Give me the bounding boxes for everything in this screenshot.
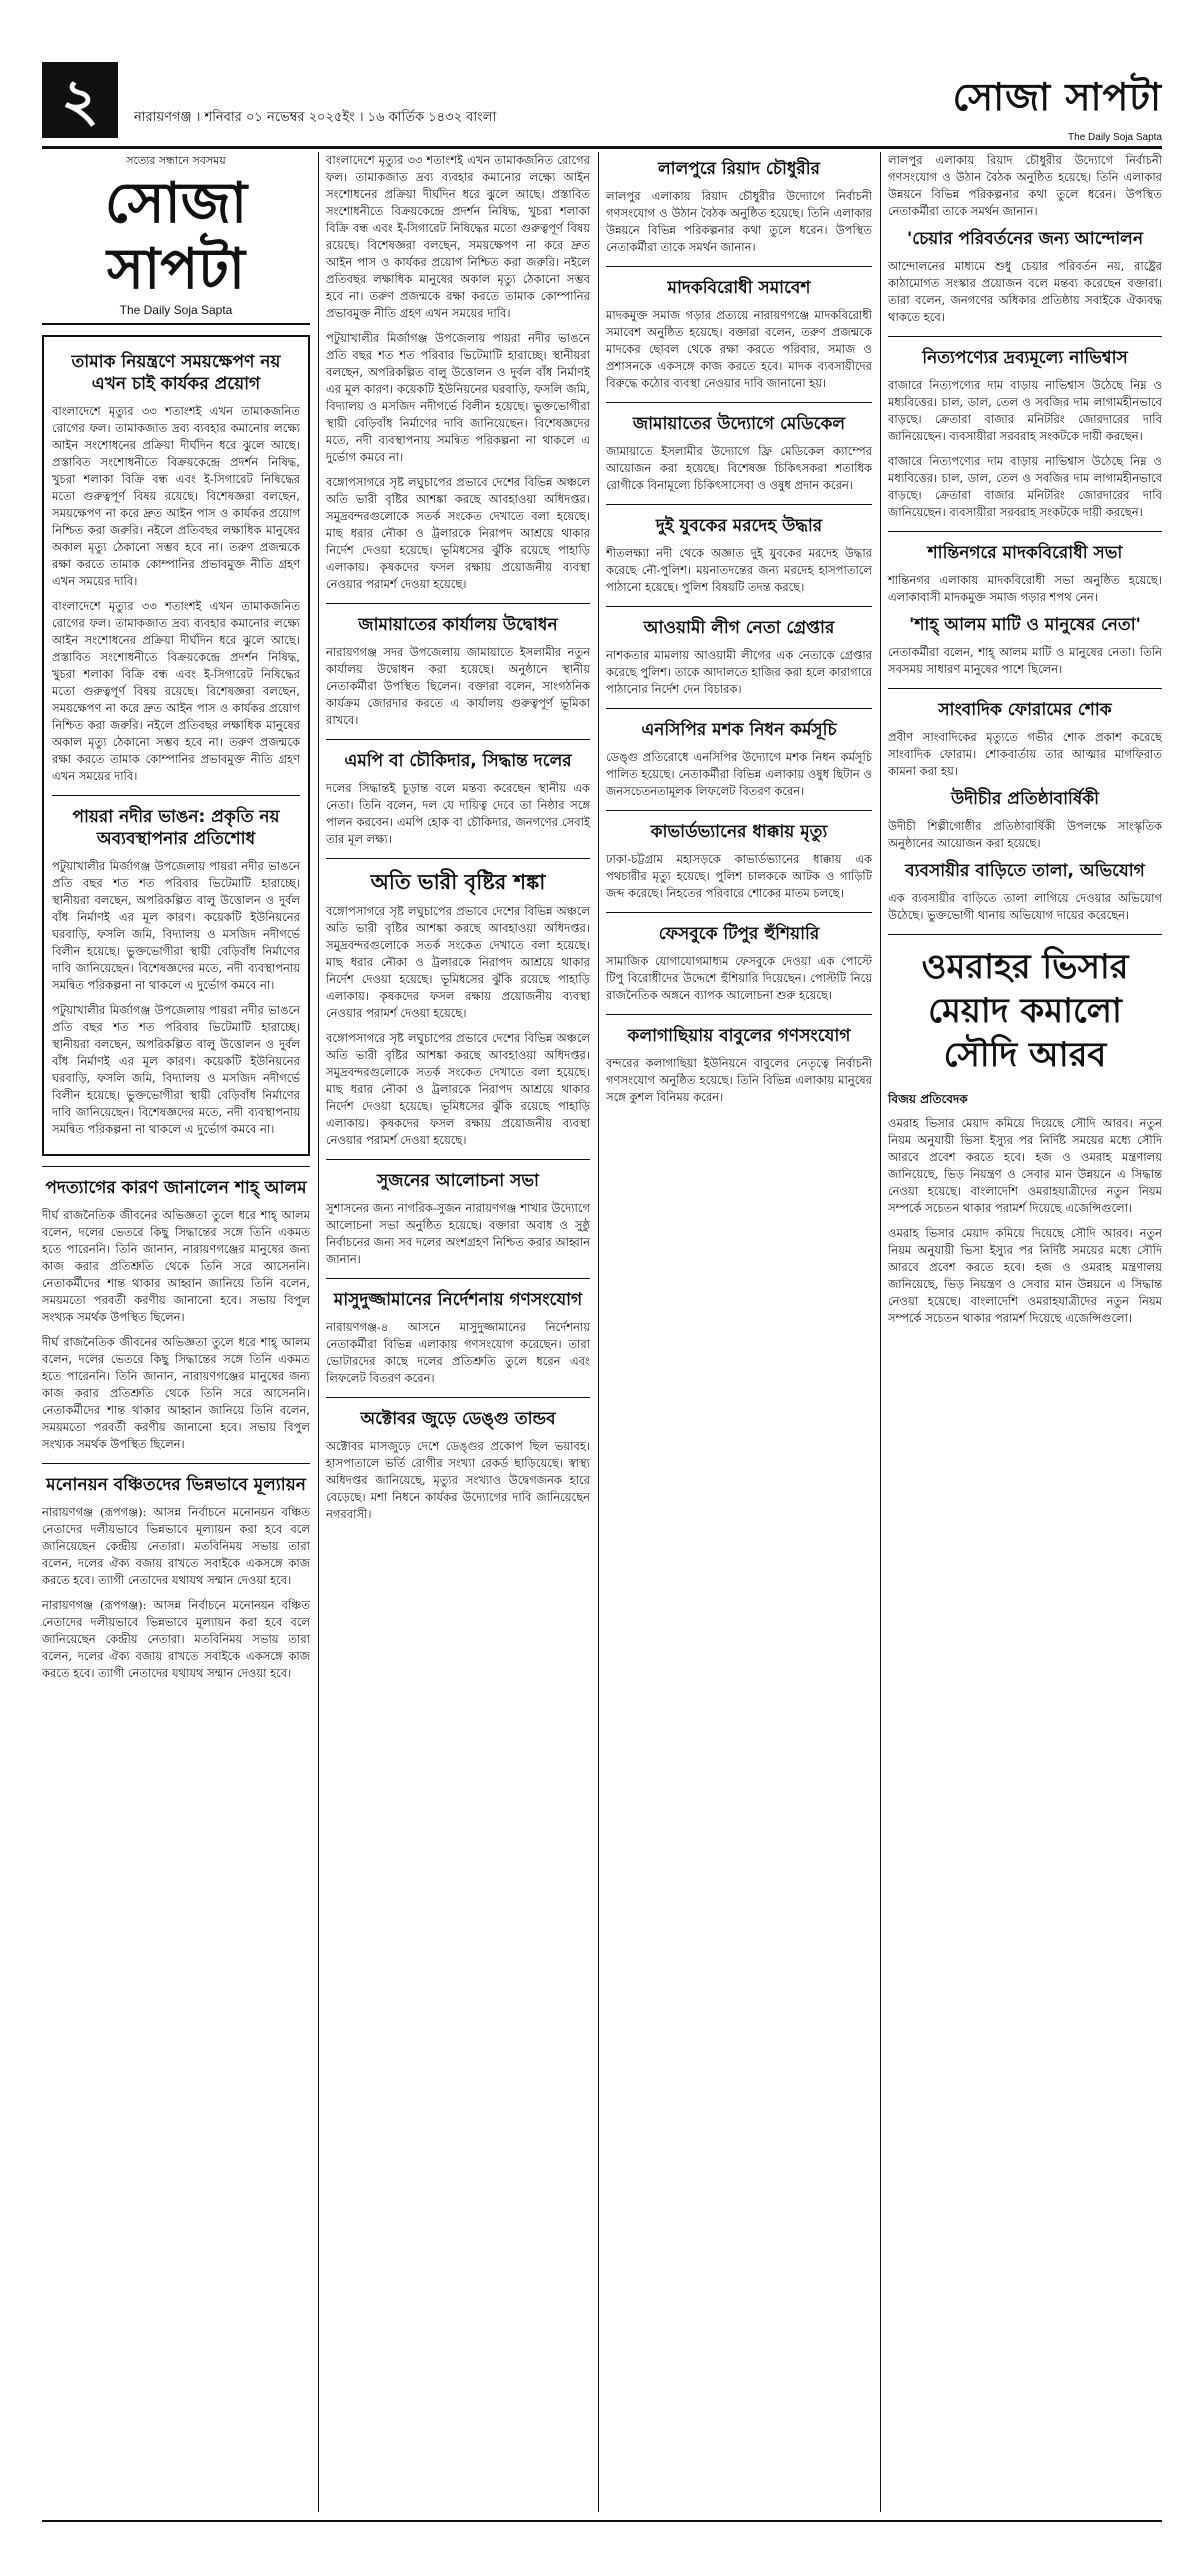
article-body: সামাজিক যোগাযোগমাধ্যম ফেসবুকে দেওয়া এক পোস্টে টিপু বিরোধীদের উদ্দেশে হুঁশিয়ারি দিয়েছেন। পোস্টটি নিয়ে রাজনৈতিক অঙ্গনে ব্যাপক আলোচনা শুরু হয়েছে। (606, 954, 872, 1002)
headline: শান্তিনগরে মাদকবিরোধী সভা (927, 543, 1123, 563)
masthead (42, 152, 310, 325)
divider (42, 1166, 310, 1167)
article-body: বাংলাদেশে মৃত্যুর ৩৩ শতাংশই এখন তামাকজনিত রোগের ফল। তামাকজাত দ্রব্য ব্যবহার কমানোর লক্ষ্যে আইন সংশোধনের প্রক্রিয়া দীর্ঘদিন ধরে ঝুলে আছে। প্রস্তাবিত সংশোধনীতে বিক্রয়কেন্দ্রে প্রদর্শন নিষিদ্ধ, খুচরা শলাকা বিক্রি বন্ধ এবং ই-সিগারেট নিষিদ্ধের মতো গুরুত্বপূর্ণ বিষয় রয়েছে। বিশেষজ্ঞরা বলছেন, সময়ক্ষেপণ না করে দ্রুত আইন পাস ও কার্যকর প্রয়োগ নিশ্চিত করা জরুরি। নইলে প্রতিবছর লক্ষাধিক মানুষের অকাল মৃত্যু ঠেকানো সম্ভব হবে না। তরুণ প্রজন্মকে রক্ষা করতে তামাক কোম্পানির প্রভাবমুক্ত নীতি গ্রহণ এখন সময়ের দাবি। (52, 404, 300, 588)
divider (606, 504, 872, 505)
headline: পায়রা নদীর ভাঙন: প্রকৃতি নয় অব্যবস্থাপনার প্রতিশোধ (72, 807, 280, 849)
headline: তামাক নিয়ন্ত্রণে সময়ক্ষেপণ নয় এখন চাই কার্যকর প্রয়োগ (71, 352, 281, 394)
header-logo-en: The Daily Soja Sapta (1068, 132, 1162, 143)
article-body: নাশকতার মামলায় আওয়ামী লীগের এক নেতাকে গ্রেপ্তার করেছে পুলিশ। তাকে আদালতে হাজির করা হলে কারাগারে পাঠানোর নির্দেশ দেন বিচারক। (606, 648, 872, 696)
article-body-continued: বঙ্গোপসাগরে সৃষ্ট লঘুচাপের প্রভাবে দেশের বিভিন্ন অঞ্চলে অতি ভারী বৃষ্টির আশঙ্কা করছে আবহাওয়া অধিদপ্তর। সমুদ্রবন্দরগুলোকে সতর্ক সংকেত দেখাতে বলা হয়েছে। মাছ ধরার নৌকা ও ট্রলারকে নিরাপদ আশ্রয়ে থাকার নির্দেশ দেওয়া হয়েছে। ভূমিধসের ঝুঁকি রয়েছে পাহাড়ি এলাকায়। কৃষকদের ফসল রক্ষায় প্রয়োজনীয় ব্যবস্থা নেওয়ার পরামর্শ দেওয়া হয়েছে। (326, 1031, 590, 1147)
divider (606, 810, 872, 811)
article-body-continued: দীর্ঘ রাজনৈতিক জীবনের অভিজ্ঞতা তুলে ধরে শাহ্ আলম বলেন, দলের ভেতরে কিছু সিদ্ধান্তের সঙ্গে তিনি একমত হতে পারেননি। তিনি জানান, নারায়ণগঞ্জের মানুষের জন্য কাজ করার প্রতিশ্রুতি থেকে তিনি সরে আসেননি। নেতাকর্মীদের শান্ত থাকার আহ্বান জানিয়ে তিনি বলেন, সময়মতো পরবর্তী করণীয় জানানো হবে। সভায় বিপুল সংখ্যক সমর্থক উপস্থিত ছিলেন। (42, 1335, 310, 1451)
divider (42, 1463, 310, 1464)
headline-lead: ওমরাহর ভিসার মেয়াদ কমালো সৌদি আরব (921, 947, 1129, 1075)
article-body: ওমরাহ ভিসার মেয়াদ কমিয়ে দিয়েছে সৌদি আরব। নতুন নিয়ম অনুযায়ী ভিসা ইস্যুর পর নির্দিষ্ট সময়ের মধ্যে সৌদি আরবে প্রবেশ করতে হবে। হজ ও ওমরাহ মন্ত্রণালয় জানিয়েছে, ভিড় নিয়ন্ত্রণ ও সেবার মান উন্নয়নে এ সিদ্ধান্ত নেওয়া হয়েছে। বাংলাদেশি ওমরাহযাত্রীদের নতুন নিয়ম সম্পর্কে সচেতন থাকার পরামর্শ দিয়েছে এজেন্সিগুলো। (888, 1116, 1162, 1215)
headline: লালপুরে রিয়াদ চৌধুরীর (658, 159, 820, 179)
article-body: উদীচী শিল্পীগোষ্ঠীর প্রতিষ্ঠাবার্ষিকী উপলক্ষে সাংস্কৃতিক অনুষ্ঠানের আয়োজন করা হয়েছে। (888, 819, 1162, 850)
divider (888, 531, 1162, 532)
article-body: দীর্ঘ রাজনৈতিক জীবনের অভিজ্ঞতা তুলে ধরে শাহ্ আলম বলেন, দলের ভেতরে কিছু সিদ্ধান্তের সঙ্গে তিনি একমত হতে পারেননি। তিনি জানান, নারায়ণগঞ্জের মানুষের জন্য কাজ করার প্রতিশ্রুতি থেকে তিনি সরে আসেননি। নেতাকর্মীদের শান্ত থাকার আহ্বান জানিয়ে তিনি বলেন, সময়মতো পরবর্তী করণীয় জানানো হবে। সভায় বিপুল সংখ্যক সমর্থক উপস্থিত ছিলেন। (42, 1208, 310, 1324)
divider (326, 1159, 590, 1160)
headline: দুই যুবকের মরদেহ উদ্ধার (655, 516, 823, 536)
dateline: নারায়ণগঞ্জ । শনিবার ০১ নভেম্বর ২০২৫ইং । ১৬ কার্তিক ১৪৩২ বাংলা (134, 110, 497, 125)
headline: ব্যবসায়ীর বাড়িতে তালা, অভিযোগ (905, 861, 1145, 881)
divider (326, 858, 590, 859)
divider (606, 402, 872, 403)
column-4 (888, 152, 1162, 1335)
divider (52, 795, 300, 796)
article-body: নারায়ণগঞ্জ (রূপগঞ্জ): আসন্ন নির্বাচনে মনোনয়ন বঞ্চিত নেতাদের দলীয়ভাবে ভিন্নভাবে মূল্যায়ন করা হবে বলে জানিয়েছেন কেন্দ্রীয় নেতারা। মতবিনিময় সভায় তারা বলেন, দলের ঐক্য বজায় রাখতে সবাইকে একসঙ্গে কাজ করতে হবে। ত্যাগী নেতাদের যথাযথ সম্মান দেওয়া হবে। (42, 1505, 310, 1587)
article-body: নারায়ণগঞ্জ সদর উপজেলায় জামায়াতে ইসলামীর নতুন কার্যালয় উদ্বোধন করা হয়েছে। অনুষ্ঠানে স্থানীয় নেতাকর্মীরা উপস্থিত ছিলেন। বক্তারা বলেন, সাংগঠনিক কার্যক্রম জোরদার করতে এ কার্যালয় গুরুত্বপূর্ণ ভূমিকা রাখবে। (326, 645, 590, 727)
column-2 (326, 152, 590, 1531)
headline: জামায়াতের কার্যালয় উদ্বোধন (358, 615, 558, 635)
page-header (42, 62, 1162, 149)
headline: অতি ভারী বৃষ্টির শঙ্কা (370, 870, 546, 894)
masthead-title: সোজা সাপটা (104, 171, 248, 302)
article-body: পটুয়াখালীর মির্জাগঞ্জ উপজেলায় পায়রা নদীর ভাঙনে প্রতি বছর শত শত পরিবার ভিটেমাটি হারাচ্ছে। স্থানীয়রা বলছেন, অপরিকল্পিত বালু উত্তোলন ও দুর্বল বাঁধ নির্মাণই এর মূল কারণ। কয়েকটি ইউনিয়নের ঘরবাড়ি, ফসলি জমি, বিদ্যালয় ও মসজিদ নদীগর্ভে বিলীন হয়েছে। ভুক্তভোগীরা স্থায়ী বেড়িবাঁধ নির্মাণের দাবি জানিয়েছেন। বিশেষজ্ঞদের মতে, নদী ব্যবস্থাপনায় সমন্বিত পরিকল্পনা না থাকলে এ দুর্ভোগ কমবে না। (52, 859, 300, 992)
divider (326, 603, 590, 604)
divider (326, 1278, 590, 1279)
headline: 'চেয়ার পরিবর্তনের জন্য আন্দোলন (907, 229, 1143, 249)
article-body: নেতাকর্মীরা বলেন, শাহ্ আলম মাটি ও মানুষের নেতা। তিনি সবসময় সাধারণ মানুষের পাশে ছিলেন। (888, 645, 1162, 676)
headline: জামায়াতের উদ্যোগে মেডিকেল (632, 414, 846, 434)
tobacco-article (42, 335, 310, 1156)
article-body: পটুয়াখালীর মির্জাগঞ্জ উপজেলায় পায়রা নদীর ভাঙনে প্রতি বছর শত শত পরিবার ভিটেমাটি হারাচ্ছে। স্থানীয়রা বলছেন, অপরিকল্পিত বালু উত্তোলন ও দুর্বল বাঁধ নির্মাণই এর মূল কারণ। কয়েকটি ইউনিয়নের ঘরবাড়ি, ফসলি জমি, বিদ্যালয় ও মসজিদ নদীগর্ভে বিলীন হয়েছে। ভুক্তভোগীরা স্থায়ী বেড়িবাঁধ নির্মাণের দাবি জানিয়েছেন। বিশেষজ্ঞদের মতে, নদী ব্যবস্থাপনায় সমন্বিত পরিকল্পনা না থাকলে এ দুর্ভোগ কমবে না। (326, 331, 590, 464)
divider (606, 708, 872, 709)
article-body-continued: নারায়ণগঞ্জ (রূপগঞ্জ): আসন্ন নির্বাচনে মনোনয়ন বঞ্চিত নেতাদের দলীয়ভাবে ভিন্নভাবে মূল্যায়ন করা হবে বলে জানিয়েছেন কেন্দ্রীয় নেতারা। মতবিনিময় সভায় তারা বলেন, দলের ঐক্য বজায় রাখতে সবাইকে একসঙ্গে কাজ করতে হবে। ত্যাগী নেতাদের যথাযথ সম্মান দেওয়া হবে। (42, 1598, 310, 1680)
divider (606, 606, 872, 607)
divider (888, 934, 1162, 935)
headline: সাংবাদিক ফোরামের শোক (938, 700, 1112, 720)
headline: কলাগাছিয়ায় বাবুলের গণসংযোগ (627, 1026, 851, 1046)
divider (888, 688, 1162, 689)
headline: সুজনের আলোচনা সভা (377, 1171, 539, 1191)
headline: ফেসবুকে টিপুর হুঁশিয়ারি (658, 924, 820, 944)
article-body: দলের সিদ্ধান্তই চূড়ান্ত বলে মন্তব্য করেছেন স্থানীয় এক নেতা। তিনি বলেন, দল যে দায়িত্ব দেবে তা নিষ্ঠার সঙ্গে পালন করবেন। এমপি হোক বা চৌকিদার, জনগণের সেবাই তার মূল লক্ষ্য। (326, 781, 590, 846)
article-body: বঙ্গোপসাগরে সৃষ্ট লঘুচাপের প্রভাবে দেশের বিভিন্ন অঞ্চলে অতি ভারী বৃষ্টির আশঙ্কা করছে আবহাওয়া অধিদপ্তর। সমুদ্রবন্দরগুলোকে সতর্ক সংকেত দেখাতে বলা হয়েছে। মাছ ধরার নৌকা ও ট্রলারকে নিরাপদ আশ্রয়ে থাকার নির্দেশ দেওয়া হয়েছে। ভূমিধসের ঝুঁকি রয়েছে পাহাড়ি এলাকায়। কৃষকদের ফসল রক্ষায় প্রয়োজনীয় ব্যবস্থা নেওয়ার পরামর্শ দেওয়া হয়েছে। (326, 904, 590, 1020)
article-body: বাংলাদেশে মৃত্যুর ৩৩ শতাংশই এখন তামাকজনিত রোগের ফল। তামাকজাত দ্রব্য ব্যবহার কমানোর লক্ষ্যে আইন সংশোধনের প্রক্রিয়া দীর্ঘদিন ধরে ঝুলে আছে। প্রস্তাবিত সংশোধনীতে বিক্রয়কেন্দ্রে প্রদর্শন নিষিদ্ধ, খুচরা শলাকা বিক্রি বন্ধ এবং ই-সিগারেট নিষিদ্ধের মতো গুরুত্বপূর্ণ বিষয় রয়েছে। বিশেষজ্ঞরা বলছেন, সময়ক্ষেপণ না করে দ্রুত আইন পাস ও কার্যকর প্রয়োগ নিশ্চিত করা জরুরি। নইলে প্রতিবছর লক্ষাধিক মানুষের অকাল মৃত্যু ঠেকানো সম্ভব হবে না। তরুণ প্রজন্মকে রক্ষা করতে তামাক কোম্পানির প্রভাবমুক্ত নীতি গ্রহণ এখন সময়ের দাবি। (326, 153, 590, 320)
headline: এনসিপির মশক নিধন কর্মসূচি (641, 720, 837, 740)
article-body: প্রবীণ সাংবাদিকের মৃত্যুতে গভীর শোক প্রকাশ করেছে সাংবাদিক ফোরাম। শোকবার্তায় তার আত্মার মাগফিরাত কামনা করা হয়। (888, 730, 1162, 778)
footer-rule (42, 2520, 1162, 2522)
article-body: ঢাকা-চট্টগ্রাম মহাসড়কে কাভার্ডভ্যানের ধাক্কায় এক পথচারীর মৃত্যু হয়েছে। পুলিশ চালককে আটক ও গাড়িটি জব্দ করেছে। নিহতের পরিবারে শোকের মাতম চলছে। (606, 852, 872, 900)
article-body-continued: বাংলাদেশে মৃত্যুর ৩৩ শতাংশই এখন তামাকজনিত রোগের ফল। তামাকজাত দ্রব্য ব্যবহার কমানোর লক্ষ্যে আইন সংশোধনের প্রক্রিয়া দীর্ঘদিন ধরে ঝুলে আছে। প্রস্তাবিত সংশোধনীতে বিক্রয়কেন্দ্রে প্রদর্শন নিষিদ্ধ, খুচরা শলাকা বিক্রি বন্ধ এবং ই-সিগারেট নিষিদ্ধের মতো গুরুত্বপূর্ণ বিষয় রয়েছে। বিশেষজ্ঞরা বলছেন, সময়ক্ষেপণ না করে দ্রুত আইন পাস ও কার্যকর প্রয়োগ নিশ্চিত করা জরুরি। নইলে প্রতিবছর লক্ষাধিক মানুষের অকাল মৃত্যু ঠেকানো সম্ভব হবে না। তরুণ প্রজন্মকে রক্ষা করতে তামাক কোম্পানির প্রভাবমুক্ত নীতি গ্রহণ এখন সময়ের দাবি। (52, 599, 300, 783)
article-body: শীতলক্ষ্যা নদী থেকে অজ্ঞাত দুই যুবকের মরদেহ উদ্ধার করেছে নৌ-পুলিশ। ময়নাতদন্তের জন্য মরদেহ হাসপাতালে পাঠানো হয়েছে। পুলিশ বিষয়টি তদন্ত করছে। (606, 546, 872, 594)
headline: অক্টোবর জুড়ে ডেঙ্গু তান্ডব (360, 1409, 556, 1429)
article-body-continued: পটুয়াখালীর মির্জাগঞ্জ উপজেলায় পায়রা নদীর ভাঙনে প্রতি বছর শত শত পরিবার ভিটেমাটি হারাচ্ছে। স্থানীয়রা বলছেন, অপরিকল্পিত বালু উত্তোলন ও দুর্বল বাঁধ নির্মাণই এর মূল কারণ। কয়েকটি ইউনিয়নের ঘরবাড়ি, ফসলি জমি, বিদ্যালয় ও মসজিদ নদীগর্ভে বিলীন হয়েছে। ভুক্তভোগীরা স্থায়ী বেড়িবাঁধ নির্মাণের দাবি জানিয়েছেন। বিশেষজ্ঞদের মতে, নদী ব্যবস্থাপনায় সমন্বিত পরিকল্পনা না থাকলে এ দুর্ভোগ কমবে না। (52, 1003, 300, 1136)
article-body: আন্দোলনের মাধ্যমে শুধু চেয়ার পরিবর্তন নয়, রাষ্ট্রের কাঠামোগত সংস্কার প্রয়োজন বলে মন্তব্য করেছেন বক্তারা। তারা বলেন, জনগণের অধিকার প্রতিষ্ঠায় সবাইকে ঐক্যবদ্ধ থাকতে হবে। (888, 259, 1162, 324)
article-body: সুশাসনের জন্য নাগরিক-সুজন নারায়ণগঞ্জ শাখার উদ্যোগে আলোচনা সভা অনুষ্ঠিত হয়েছে। বক্তারা অবাধ ও সুষ্ঠু নির্বাচনের জন্য সব দলের অংশগ্রহণ নিশ্চিত করার আহ্বান জানান। (326, 1201, 590, 1266)
article-body-continued: বাজারে নিত্যপণ্যের দাম বাড়ায় নাভিশ্বাস উঠেছে নিম্ন ও মধ্যবিত্তের। চাল, ডাল, তেল ও সবজির দাম লাগামহীনভাবে বাড়ছে। ক্রেতারা বাজার মনিটরিং জোরদারের দাবি জানিয়েছেন। ব্যবসায়ীরা সরবরাহ সংকটকে দায়ী করছেন। (888, 454, 1162, 519)
article-body: লালপুর এলাকায় রিয়াদ চৌধুরীর উদ্যোগে নির্বাচনী গণসংযোগ ও উঠান বৈঠক অনুষ্ঠিত হয়েছে। তিনি এলাকার উন্নয়নে বিভিন্ন পরিকল্পনার কথা তুলে ধরেন। উপস্থিত নেতাকর্মীরা তাকে সমর্থন জানান। (888, 153, 1162, 218)
column-rule-2 (598, 152, 599, 2512)
headline: কাভার্ডভ্যানের ধাক্কায় মৃত্যু (650, 822, 828, 842)
column-3 (606, 152, 872, 1114)
article-body: এক ব্যবসায়ীর বাড়িতে তালা লাগিয়ে দেওয়ার অভিযোগ উঠেছে। ভুক্তভোগী থানায় অভিযোগ দায়ের করেছেন। (888, 891, 1162, 922)
header-logo (953, 68, 1162, 143)
headline: আওয়ামী লীগ নেতা গ্রেপ্তার (643, 618, 835, 638)
divider (606, 266, 872, 267)
divider (606, 1014, 872, 1015)
divider (888, 336, 1162, 337)
article-body: বঙ্গোপসাগরে সৃষ্ট লঘুচাপের প্রভাবে দেশের বিভিন্ন অঞ্চলে অতি ভারী বৃষ্টির আশঙ্কা করছে আবহাওয়া অধিদপ্তর। সমুদ্রবন্দরগুলোকে সতর্ক সংকেত দেখাতে বলা হয়েছে। মাছ ধরার নৌকা ও ট্রলারকে নিরাপদ আশ্রয়ে থাকার নির্দেশ দেওয়া হয়েছে। ভূমিধসের ঝুঁকি রয়েছে পাহাড়ি এলাকায়। কৃষকদের ফসল রক্ষায় প্রয়োজনীয় ব্যবস্থা নেওয়ার পরামর্শ দেওয়া হয়েছে। (326, 475, 590, 591)
article-body: অক্টোবর মাসজুড়ে দেশে ডেঙ্গুর প্রকোপ ছিল ভয়াবহ। হাসপাতালে ভর্তি রোগীর সংখ্যা রেকর্ড ছাড়িয়েছে। স্বাস্থ্য অধিদপ্তর জানিয়েছে, মৃত্যুর সংখ্যাও উদ্বেগজনক হারে বেড়েছে। মশা নিধনে কার্যকর উদ্যোগের দাবি জানিয়েছেন নগরবাসী। (326, 1439, 590, 1521)
article-body: বন্দরের কলাগাছিয়া ইউনিয়নে বাবুলের নেতৃত্বে নির্বাচনী গণসংযোগ অনুষ্ঠিত হয়েছে। তিনি বিভিন্ন এলাকায় মানুষের সঙ্গে কুশল বিনিময় করেন। (606, 1056, 872, 1104)
column-rule-1 (318, 152, 319, 2512)
article-body: নারায়ণগঞ্জ-৪ আসনে মাসুদুজ্জামানের নির্দেশনায় নেতাকর্মীরা বিভিন্ন এলাকায় গণসংযোগ করেছেন। তারা ভোটারদের কাছে দলের প্রতিশ্রুতি তুলে ধরেন এবং লিফলেট বিতরণ করেন। (326, 1320, 590, 1385)
masthead-title-en: The Daily Soja Sapta (119, 303, 233, 317)
divider (326, 739, 590, 740)
byline: বিজয় প্রতিবেদক (888, 1092, 968, 1106)
column-rule-3 (880, 152, 881, 2512)
headline: 'শাহ্ আলম মাটি ও মানুষের নেতা' (909, 615, 1141, 635)
divider (326, 1397, 590, 1398)
header-logo-text: সোজা সাপটা (952, 75, 1162, 119)
headline: উদীচীর প্রতিষ্ঠাবার্ষিকী (950, 789, 1100, 809)
headline: মাদকবিরোধী সমাবেশ (667, 278, 811, 298)
divider (606, 912, 872, 913)
article-body: জামায়াতে ইসলামীর উদ্যোগে ফ্রি মেডিকেল ক্যাম্পের আয়োজন করা হয়েছে। বিশেষজ্ঞ চিকিৎসকরা শতাধিক রোগীকে বিনামূল্যে চিকিৎসাসেবা ও ওষুধ প্রদান করেন। (606, 444, 872, 492)
headline: পদত্যাগের কারণ জানালেন শাহ্ আলম (45, 1178, 307, 1198)
article-body: শান্তিনগর এলাকায় মাদকবিরোধী সভা অনুষ্ঠিত হয়েছে। এলাকাবাসী মাদকমুক্ত সমাজ গড়ার শপথ নেন। (888, 573, 1162, 604)
article-body: বাজারে নিত্যপণ্যের দাম বাড়ায় নাভিশ্বাস উঠেছে নিম্ন ও মধ্যবিত্তের। চাল, ডাল, তেল ও সবজির দাম লাগামহীনভাবে বাড়ছে। ক্রেতারা বাজার মনিটরিং জোরদারের দাবি জানিয়েছেন। ব্যবসায়ীরা সরবরাহ সংকটকে দায়ী করছেন। (888, 378, 1162, 443)
headline: মাসুদুজ্জামানের নির্দেশনায় গণসংযোগ (333, 1290, 583, 1310)
article-body: ডেঙ্গু প্রতিরোধে এনসিপির উদ্যোগে মশক নিধন কর্মসূচি পালিত হয়েছে। নেতাকর্মীরা বিভিন্ন এলাকায় ওষুধ ছিটান ও জনসচেতনতামূলক লিফলেট বিতরণ করেন। (606, 750, 872, 798)
article-body: মাদকমুক্ত সমাজ গড়ার প্রত্যয়ে নারায়ণগঞ্জে মাদকবিরোধী সমাবেশ অনুষ্ঠিত হয়েছে। বক্তারা বলেন, তরুণ প্রজন্মকে মাদকের ছোবল থেকে রক্ষা করতে পরিবার, সমাজ ও প্রশাসনকে একসঙ্গে কাজ করতে হবে। মাদক ব্যবসায়ীদের বিরুদ্ধে কঠোর ব্যবস্থা নেওয়ার দাবি জানানো হয়। (606, 308, 872, 390)
headline: মনোনয়ন বঞ্চিতদের ভিন্নভাবে মূল্যায়ন (46, 1475, 306, 1495)
page-number: ২ (42, 62, 118, 138)
column-1 (42, 152, 310, 1690)
headline: নিত্যপণ্যের দ্রব্যমূল্যে নাভিশ্বাস (922, 348, 1128, 368)
article-body-continued: ওমরাহ ভিসার মেয়াদ কমিয়ে দিয়েছে সৌদি আরব। নতুন নিয়ম অনুযায়ী ভিসা ইস্যুর পর নির্দিষ্ট সময়ের মধ্যে সৌদি আরবে প্রবেশ করতে হবে। হজ ও ওমরাহ মন্ত্রণালয় জানিয়েছে, ভিড় নিয়ন্ত্রণ ও সেবার মান উন্নয়নে এ সিদ্ধান্ত নেওয়া হয়েছে। বাংলাদেশি ওমরাহযাত্রীদের নতুন নিয়ম সম্পর্কে সচেতন থাকার পরামর্শ দিয়েছে এজেন্সিগুলো। (888, 1226, 1162, 1325)
masthead-tagline: সত্যের সন্ধানে সবসময় (126, 154, 226, 167)
headline: এমপি বা চৌকিদার, সিদ্ধান্ত দলের (344, 751, 572, 771)
article-body: লালপুর এলাকায় রিয়াদ চৌধুরীর উদ্যোগে নির্বাচনী গণসংযোগ ও উঠান বৈঠক অনুষ্ঠিত হয়েছে। তিনি এলাকার উন্নয়নে বিভিন্ন পরিকল্পনার কথা তুলে ধরেন। উপস্থিত নেতাকর্মীরা তাকে সমর্থন জানান। (606, 189, 872, 254)
